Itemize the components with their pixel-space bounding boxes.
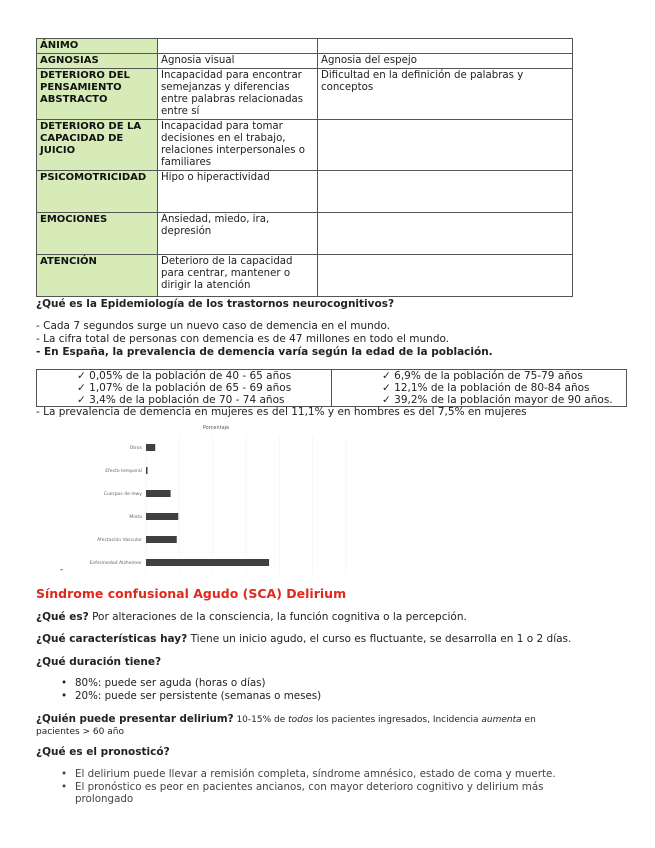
cell: Ansiedad, miedo, ira, depresión (158, 213, 318, 255)
cell (318, 171, 573, 213)
table-row (37, 39, 573, 54)
tick-label: · (212, 577, 214, 581)
cell: Incapacidad para tomar decisiones en el trabajo, relaciones interpersonales o familiares (158, 120, 318, 171)
cell: Agnosia visual (158, 54, 318, 69)
prevalence-item: ✓ 6,9% de la población de 75-79 años (382, 370, 583, 382)
table-row (37, 171, 573, 213)
row-header: PSICOMOTRICIDAD (37, 171, 158, 213)
prevalence-table (36, 369, 627, 407)
category-label: Afectación Vascular (97, 538, 142, 543)
tick-label: · (145, 577, 147, 581)
tick-label: · (278, 577, 280, 581)
prevalence-item: ✓ 12,1% de la población de 80-84 años (382, 382, 590, 394)
dementia-chart (60, 424, 360, 581)
category-label: Enfermedad Alzheimer (89, 561, 142, 566)
bar (146, 536, 177, 543)
prevalence-right (332, 370, 627, 407)
bar (146, 559, 269, 566)
tick-label: · (312, 577, 314, 581)
list-item: • El pronóstico es peor en pacientes ancianos, con mayor deterioro cognitivo y delirium más (57, 781, 556, 794)
cell (318, 120, 573, 171)
row-header: ÁNIMO (37, 39, 158, 54)
table-row (37, 54, 573, 69)
answer-emph: aumenta (481, 715, 522, 725)
row-header: DETERIORO DEL PENSAMIENTO ABSTRACTO (37, 69, 158, 120)
cell: Hipo o hiperactividad (158, 171, 318, 213)
category-label: Cuerpos de lewy (103, 492, 142, 497)
question: ¿Quién puede presentar delirium? (36, 713, 234, 725)
row-header: DETERIORO DE LA CAPACIDAD DE JUICIO (37, 120, 158, 171)
list-item-cont: prolongado (75, 793, 134, 805)
bar (146, 467, 148, 474)
list-item: • 80%: puede ser aguda (horas o días) (57, 677, 321, 690)
epi-line-1: - Cada 7 segundos surge un nuevo caso de demencia en el mundo. (36, 320, 391, 332)
cell (318, 39, 573, 54)
answer: Tiene un inicio agudo, el curso es fluctuante, se desarrolla en 1 o 2 días. (187, 633, 572, 645)
answer: 10-15% de (233, 715, 289, 725)
delirium-q2 (36, 633, 571, 646)
prevalence-item: ✓ 3,4% de la población de 70 - 74 años (77, 394, 285, 406)
tick-label: · (345, 577, 347, 581)
category-label: Efecto temporal (105, 469, 142, 474)
bar (146, 513, 178, 520)
delirium-q3: ¿Qué duración tiene? (36, 656, 162, 668)
bar (146, 490, 171, 497)
answer: los pacientes ingresados, Incidencia (313, 715, 482, 725)
row-header: ATENCIÓN (37, 255, 158, 297)
list-item: • 20%: puede ser persistente (semanas o meses) (57, 690, 321, 703)
row-header: AGNOSIAS (37, 54, 158, 69)
cell (318, 213, 573, 255)
chart-title: Porcentaje (202, 425, 230, 431)
cell: Dificultad en la definición de palabras y conceptos (318, 69, 573, 120)
cell (158, 39, 318, 54)
prevalence-note: - La prevalencia de demencia en mujeres es del 11,1% y en hombres es del 7,5% en mujeres (36, 406, 527, 418)
prevalence-item: ✓ 1,07% de la población de 65 - 69 años (77, 382, 292, 394)
row-header: EMOCIONES (37, 213, 158, 255)
epi-line-2: - La cifra total de personas con demencia es de 47 millones en todo el mundo. (36, 333, 450, 345)
bar (146, 444, 155, 451)
category-label: Otros (129, 446, 142, 451)
delirium-q4-cont: pacientes > 60 año (36, 727, 124, 737)
epi-line-3: - En España, la prevalencia de demencia varía según la edad de la población. (36, 346, 493, 358)
prevalence-item: ✓ 0,05% de la población de 40 - 65 años (77, 370, 292, 382)
section-title: Síndrome confusional Agudo (SCA) Delirium (36, 586, 347, 601)
question: ¿Qué es? (36, 611, 89, 623)
question: ¿Qué características hay? (36, 633, 188, 645)
table-row (37, 213, 573, 255)
chart-dash: - (60, 565, 64, 575)
list-item: • El delirium puede llevar a remisión completa, síndrome amnésico, estado de coma y muerte. (57, 768, 556, 781)
tick-label: · (245, 577, 247, 581)
cell (318, 255, 573, 297)
answer: en (521, 715, 536, 725)
delirium-q5: ¿Qué es el pronosticó? (36, 746, 170, 758)
cell: Deterioro de la capacidad para centrar, mantener o dirigir la atención (158, 255, 318, 297)
answer: Por alteraciones de la consciencia, la función cognitiva o la percepción. (88, 611, 467, 623)
table-row (37, 69, 573, 120)
epi-question: ¿Qué es la Epidemiología de los trastornos neurocognitivos? (36, 298, 395, 310)
duration-list (57, 677, 321, 702)
tick-label: · (178, 577, 180, 581)
prognosis-list (57, 768, 556, 806)
delirium-q1 (36, 611, 467, 624)
delirium-q4 (36, 713, 536, 727)
cell: Agnosia del espejo (318, 54, 573, 69)
category-label: Mixta (129, 515, 142, 520)
table-row (37, 255, 573, 297)
table-row (37, 120, 573, 171)
prevalence-item: ✓ 39,2% de la población mayor de 90 años. (382, 394, 613, 406)
answer-emph: todos (288, 715, 314, 725)
symptoms-table (36, 38, 573, 297)
table-row (37, 370, 627, 407)
cell: Incapacidad para encontrar semejanzas y diferencias entre palabras relacionadas entre sí (158, 69, 318, 120)
prevalence-left (37, 370, 332, 407)
